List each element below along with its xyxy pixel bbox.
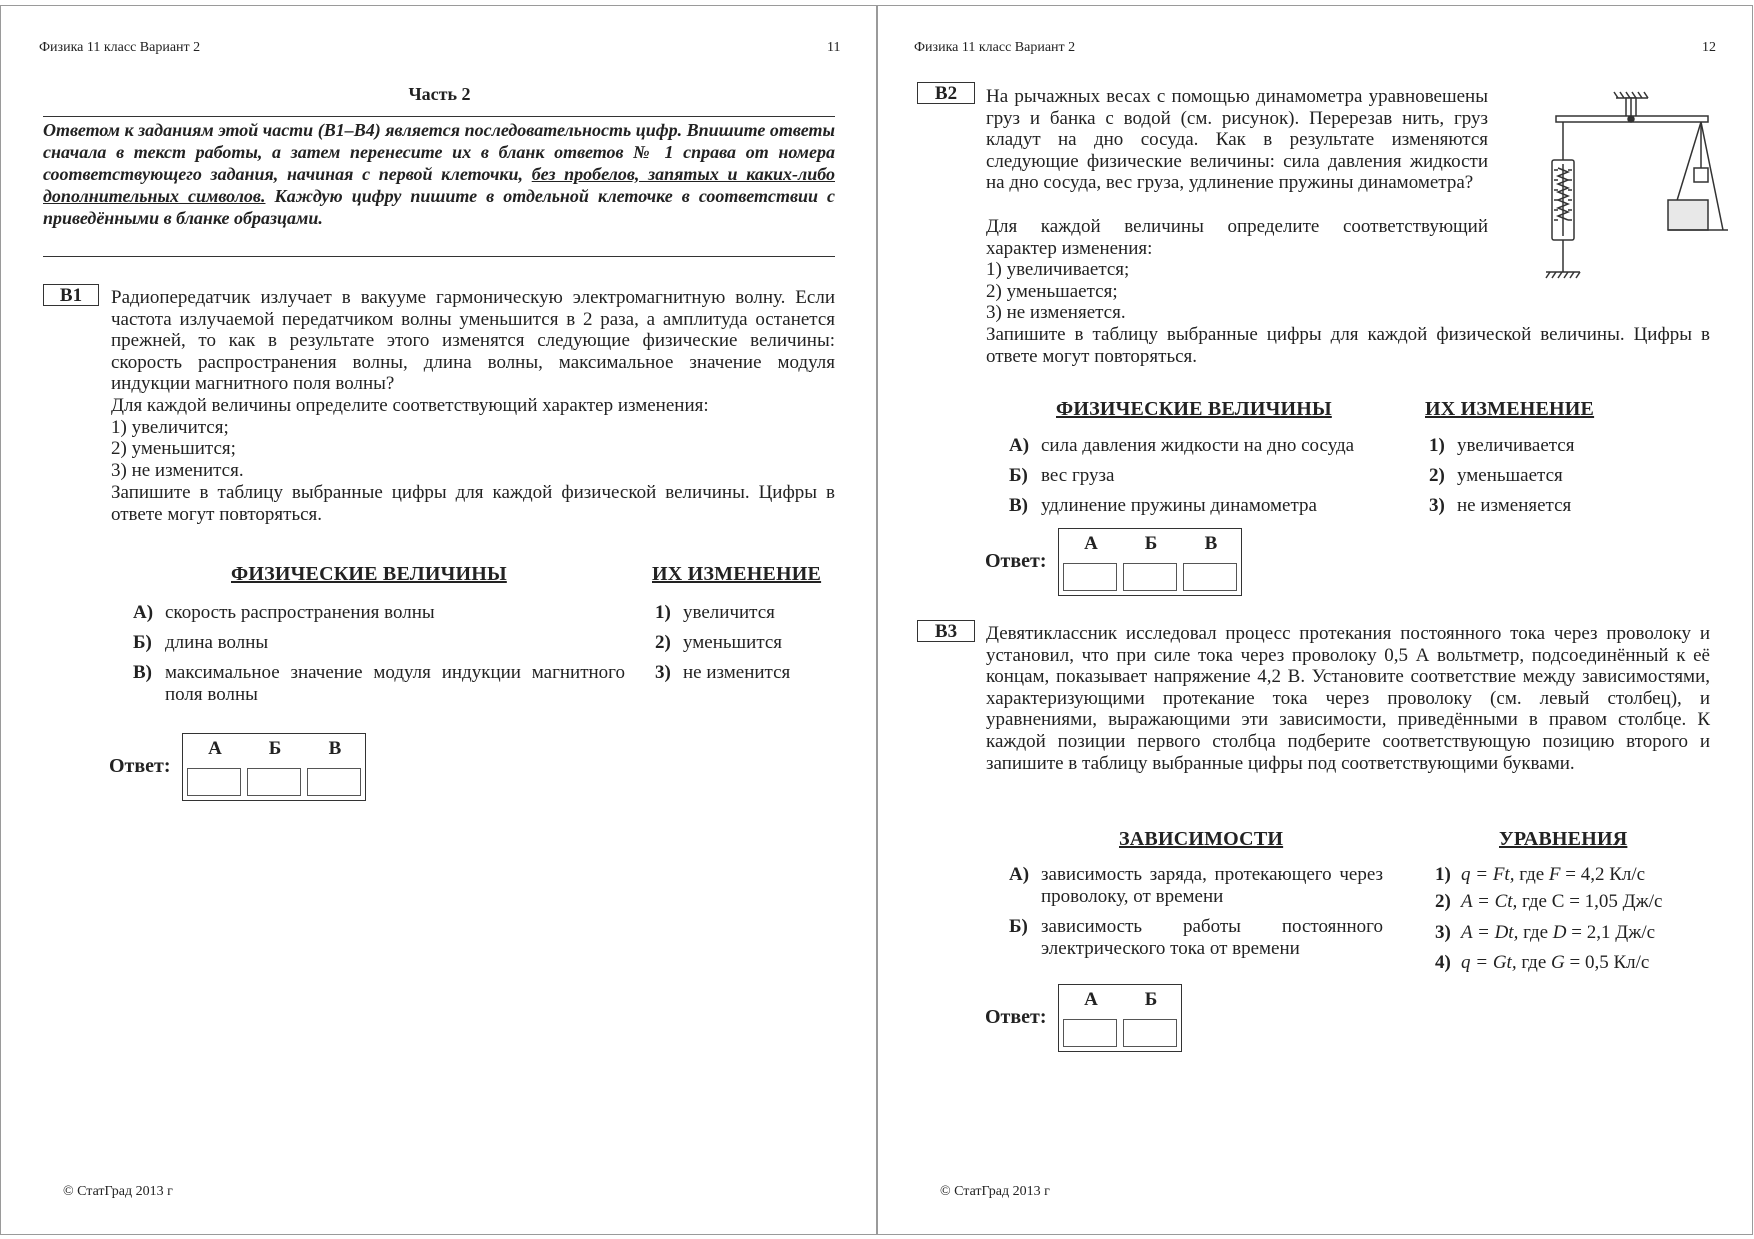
task-b1-label: В1: [43, 284, 99, 306]
b2-item-text: удлинение пружины динамометра: [1041, 495, 1317, 516]
b1-answer-col-head: А: [208, 738, 222, 759]
b2-answer-label: Ответ:: [985, 550, 1047, 572]
b3-equation-value: = 1,05 Дж/с: [1564, 891, 1663, 912]
b3-equation-var: D: [1552, 922, 1567, 943]
copyright: © СтатГрад 2013 г: [63, 1184, 173, 1199]
b3-answer-cell-b[interactable]: [1123, 1019, 1177, 1047]
b3-equation: [1435, 952, 1735, 974]
task-b1-text: Радиопередатчик излучает в вакууме гармоническую электромагнитную волну. Если частота излучаемой передатчиком волны уменьшится в 2 раза, а амплитуда останется прежней, то как в результате этого изменятся следующие физические величины: скорость распространения волны, длина волны, максимальное значение модуля индукции магнитного поля волны?: [111, 287, 835, 395]
b2-item-text: вес груза: [1041, 465, 1115, 486]
b2-answer-cell-b[interactable]: [1123, 563, 1177, 591]
b1-change-key: 2): [655, 632, 671, 653]
b1-answer-label: Ответ:: [109, 755, 171, 777]
b2-change-key: 1): [1429, 435, 1445, 456]
task-b2-label: В2: [917, 82, 975, 104]
b3-equation-var: G: [1551, 952, 1565, 973]
b1-answer-cell-b[interactable]: [247, 768, 301, 796]
b3-item-key: Б): [1009, 916, 1028, 937]
b1-item: [133, 662, 625, 705]
b3-equation-key: 1): [1435, 864, 1451, 885]
b2-item: [1009, 435, 1409, 457]
b2-col-head-quantities: ФИЗИЧЕСКИЕ ВЕЛИЧИНЫ: [1056, 398, 1332, 420]
instruction-block: [43, 119, 835, 229]
b1-change: [655, 632, 855, 654]
b2-answer-cell-v[interactable]: [1183, 563, 1237, 591]
b3-equation-var: F: [1548, 864, 1561, 885]
b3-equation-value: = 2,1 Дж/с: [1566, 922, 1656, 943]
b3-equation: [1435, 922, 1735, 944]
b3-equation: [1435, 864, 1735, 886]
b1-col-head-quantities: ФИЗИЧЕСКИЕ ВЕЛИЧИНЫ: [231, 563, 507, 585]
b2-answer-cell-a[interactable]: [1063, 563, 1117, 591]
instruction-text-end: Каждую цифру пишите в отдельной клеточке в соответствии с приведёнными в бланке образцами.: [43, 186, 836, 228]
divider: [43, 256, 835, 257]
page-left: [0, 5, 877, 1235]
task-b1-option: 1) увеличится;: [111, 417, 229, 438]
b2-change-text: не изменяется: [1457, 495, 1572, 516]
b3-equation-where: где: [1514, 864, 1549, 885]
b2-col-head-changes: ИХ ИЗМЕНЕНИЕ: [1425, 398, 1595, 420]
b1-change-key: 1): [655, 602, 671, 623]
b3-answer-table: [1058, 984, 1182, 1052]
b2-item-text: сила давления жидкости на дно сосуда: [1041, 435, 1355, 456]
b2-item-key: А): [1009, 435, 1030, 456]
b3-equation-where: где: [1516, 952, 1552, 973]
b3-answer-cell-a[interactable]: [1063, 1019, 1117, 1047]
b3-answer-col-head: А: [1084, 989, 1098, 1010]
task-b1-option: 2) уменьшится;: [111, 438, 236, 459]
b3-equation-var: C: [1551, 891, 1565, 912]
b3-item-text: зависимость заряда, протекающего через проволоку, от времени: [1041, 864, 1383, 907]
copyright: © СтатГрад 2013 г: [940, 1184, 1050, 1199]
divider: [43, 116, 835, 117]
task-b2-option: 1) увеличивается;: [986, 259, 1130, 280]
b1-change-text: не изменится: [683, 662, 791, 683]
b2-answer-col-head: А: [1084, 533, 1098, 554]
b1-col-head-changes: ИХ ИЗМЕНЕНИЕ: [652, 563, 822, 585]
b1-item: [133, 632, 633, 654]
page-right: [877, 5, 1753, 1235]
task-b2-prompt: Для каждой величины определите соответствующий характер изменения:: [986, 216, 1488, 259]
b3-equation-value: = 4,2 Кл/с: [1560, 864, 1646, 885]
b2-item-key: В): [1009, 495, 1028, 516]
instruction-underlined: без пробелов, запятых и каких-либо дополнительных символов.: [43, 164, 835, 206]
b1-item-key: Б): [133, 632, 152, 653]
b2-change: [1429, 495, 1669, 517]
b2-answer-table: [1058, 528, 1242, 596]
b3-equation-where: где: [1517, 891, 1552, 912]
b3-equation-key: 2): [1435, 891, 1451, 912]
b1-item-key: А): [133, 602, 154, 623]
b1-change-text: увеличится: [683, 602, 775, 623]
b1-change-key: 3): [655, 662, 671, 683]
b3-item-key: А): [1009, 864, 1030, 885]
task-b2-option: 2) уменьшается;: [986, 281, 1118, 302]
task-b3-label: В3: [917, 620, 975, 642]
task-b1-prompt: Для каждой величины определите соответствующий характер изменения:: [111, 395, 709, 416]
b3-equation-key: 3): [1435, 922, 1451, 943]
page-number: 11: [827, 40, 841, 55]
b3-equation: [1435, 891, 1735, 913]
b3-equation-formula: q = Gt,: [1461, 952, 1517, 973]
b3-answer-label: Ответ:: [985, 1006, 1047, 1028]
b2-item: [1009, 495, 1409, 517]
b3-equation-formula: A = Dt,: [1461, 922, 1519, 943]
task-b2-footer: Запишите в таблицу выбранные цифры для каждой физической величины. Цифры в ответе могут повторяться.: [986, 324, 1710, 367]
b3-col-head-dependencies: ЗАВИСИМОСТИ: [1119, 828, 1284, 850]
b2-change-text: уменьшается: [1457, 465, 1563, 486]
b1-answer-col-head: В: [328, 738, 342, 759]
b3-answer-col-head: Б: [1144, 989, 1158, 1010]
task-b1-option: 3) не изменится.: [111, 460, 244, 481]
b1-item-text: максимальное значение модуля индукции магнитного поля волны: [165, 662, 625, 705]
b3-item: [1009, 916, 1383, 959]
b3-equation-formula: q = Ft,: [1461, 864, 1515, 885]
b2-answer-col-head: В: [1204, 533, 1218, 554]
b1-item-text: скорость распространения волны: [165, 602, 435, 623]
b1-answer-col-head: Б: [268, 738, 282, 759]
b1-change: [655, 602, 855, 624]
b3-equation-value: = 0,5 Кл/с: [1564, 952, 1650, 973]
b2-change-text: увеличивается: [1457, 435, 1575, 456]
b2-change: [1429, 465, 1669, 487]
b2-change-key: 2): [1429, 465, 1445, 486]
b2-answer-col-head: Б: [1144, 533, 1158, 554]
b3-equation-formula: A = Ct,: [1461, 891, 1518, 912]
b2-item: [1009, 465, 1409, 487]
b1-item-key: В): [133, 662, 152, 683]
balance-scale-figure: [1518, 90, 1738, 290]
task-b2-text: На рычажных весах с помощью динамометра уравновешены груз и банка с водой (см. рисунок). Перерезав нить, груз кладут на дно сосуда. Как в результате изменяются следующие физические величины: сила давления жидкости на дно сосуда, вес груза, удлинение пружины динамометра?: [986, 86, 1488, 194]
b2-item-key: Б): [1009, 465, 1028, 486]
b3-equation-key: 4): [1435, 952, 1451, 973]
b3-equation-where: где: [1518, 922, 1553, 943]
task-b2-option: 3) не изменяется.: [986, 302, 1126, 323]
b3-item: [1009, 864, 1383, 907]
b2-change-key: 3): [1429, 495, 1445, 516]
b3-col-head-equations: УРАВНЕНИЯ: [1499, 828, 1628, 850]
b1-item: [133, 602, 633, 624]
b1-change: [655, 662, 855, 684]
b1-item-text: длина волны: [165, 632, 269, 653]
b2-change: [1429, 435, 1669, 457]
task-b3-text: Девятиклассник исследовал процесс протекания постоянного тока через проволоку и установил, что при силе тока через проволоку 0,5 А вольтметр, подсоединённый к её концам, показывает напряжение 4,2 В. Установите соответствие между зависимостями, характеризующими протекание тока через проволоку (см. левый столбец), и уравнениями, выражающими эти зависимости, приведёнными в правом столбце. К каждой позиции первого столбца подберите соответствующую позицию второго и запишите в таблицу выбранные цифры под соответствующими буквами.: [986, 623, 1710, 774]
task-b1-footer: Запишите в таблицу выбранные цифры для каждой физической величины. Цифры в ответе могут повторяться.: [111, 482, 835, 525]
page-header: Физика 11 класс Вариант 2: [914, 40, 1076, 55]
b1-answer-table: [182, 733, 366, 801]
b1-answer-cell-v[interactable]: [307, 768, 361, 796]
b1-change-text: уменьшится: [683, 632, 783, 653]
b1-answer-cell-a[interactable]: [187, 768, 241, 796]
instruction-text: Ответом к заданиям этой части (В1–В4) является последовательность цифр. Впишите ответы сначала в текст работы, а затем перенесите их в бланк ответов № 1 справа от номера соответствующего задания, начиная с первой клеточки,: [43, 120, 835, 184]
page-number: 12: [1702, 40, 1716, 55]
page-header: Физика 11 класс Вариант 2: [39, 40, 201, 55]
b3-item-text: зависимость работы постоянного электрического тока от времени: [1041, 916, 1383, 959]
part-title: Часть 2: [408, 84, 471, 104]
